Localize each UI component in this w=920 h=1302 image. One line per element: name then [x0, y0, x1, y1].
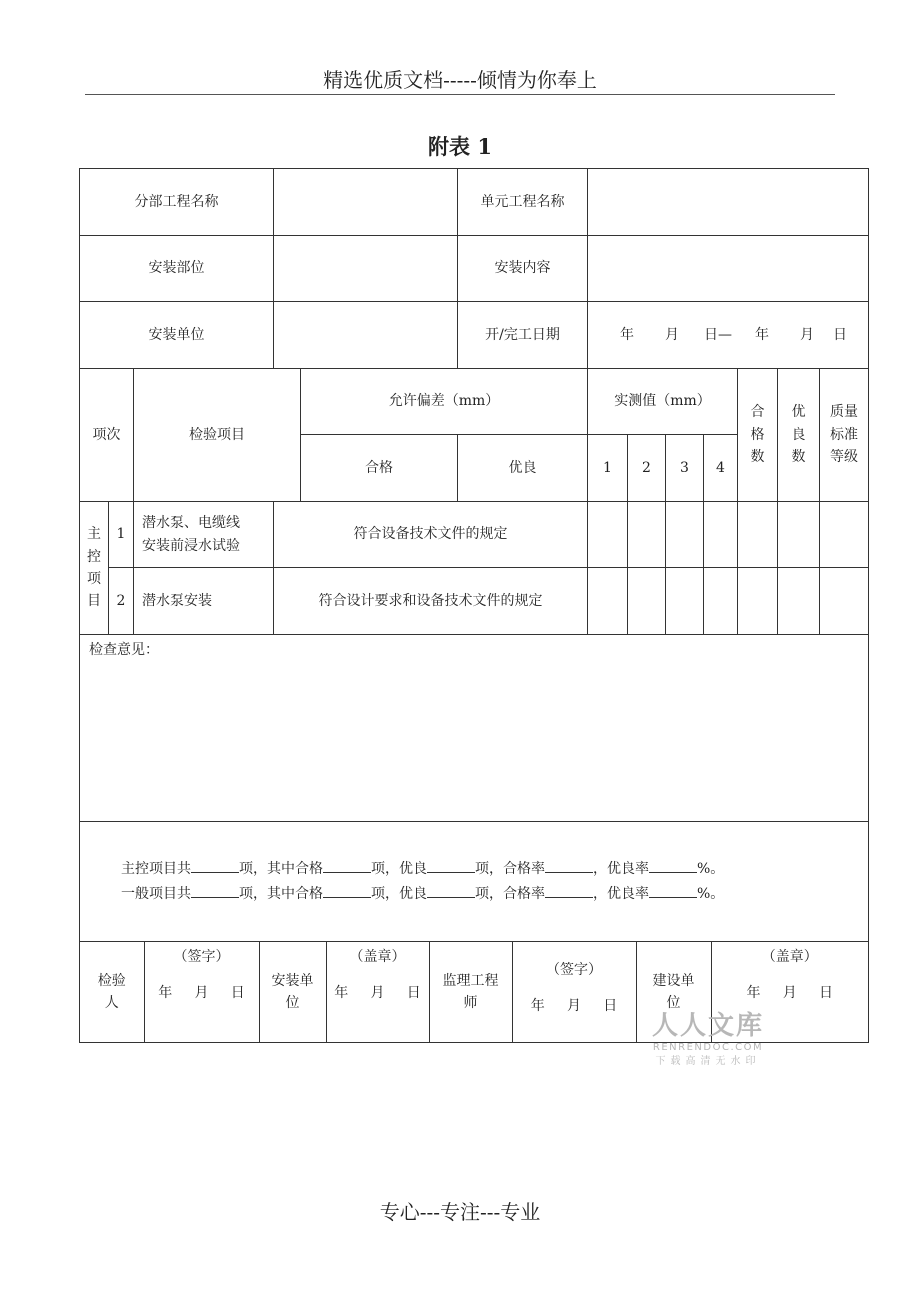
inspector-sign-area[interactable]: （签字） 年 月 日	[144, 942, 259, 1042]
pass-count-cell[interactable]	[738, 568, 778, 635]
row-requirement: 符合设备技术文件的规定	[274, 502, 588, 568]
tolerance-header: 允许偏差（mm）	[301, 369, 588, 435]
inspection-form-table	[79, 168, 869, 1043]
builder-label: 建设单 位	[636, 942, 711, 1042]
excellent-count-cell[interactable]	[778, 568, 820, 635]
column-header-row-1	[80, 369, 869, 435]
measure-cell[interactable]	[588, 502, 628, 568]
opinion-label: 检查意见：	[89, 642, 159, 658]
quality-grade-header: 质量 标准 等级	[820, 369, 869, 502]
unit-project-value[interactable]	[588, 169, 869, 236]
measure-cell[interactable]	[704, 568, 738, 635]
measure-2-header: 2	[628, 435, 666, 502]
install-unit-sign-label: 安装单 位	[259, 942, 326, 1042]
install-unit-seal-area[interactable]: （盖章） 年 月 日	[326, 942, 429, 1042]
inspector-label: 检验 人	[80, 942, 144, 1042]
blank-field[interactable]	[191, 897, 239, 898]
statistics-row	[80, 822, 869, 942]
row-number: 2	[109, 568, 134, 635]
table-row	[80, 502, 869, 568]
row-requirement: 符合设计要求和设备技术文件的规定	[274, 568, 588, 635]
date-value[interactable]: 年 月 日— 年 月 日	[588, 302, 869, 369]
install-location-value[interactable]	[274, 236, 458, 302]
blank-field[interactable]	[649, 872, 697, 873]
blank-field[interactable]	[545, 897, 593, 898]
opinion-cell[interactable]	[80, 635, 869, 822]
measure-cell[interactable]	[628, 568, 666, 635]
excellent-header: 优良	[458, 435, 588, 502]
statistics-cell	[80, 822, 869, 942]
blank-field[interactable]	[323, 897, 371, 898]
unit-project-label: 单元工程名称	[458, 169, 588, 236]
item-no-header: 项次	[80, 369, 134, 502]
info-row-project	[80, 169, 869, 236]
watermark-logo: 人人文库 RENRENDOC.COM 下载高清无水印	[651, 1011, 764, 1067]
info-row-install	[80, 236, 869, 302]
row-item: 潜水泵、电缆线 安装前浸水试验	[134, 502, 274, 568]
quality-grade-cell[interactable]	[820, 502, 869, 568]
row-item: 潜水泵安装	[134, 568, 274, 635]
supervisor-label: 监理工程 师	[429, 942, 512, 1042]
page-header: 精选优质文档-----倾情为你奉上	[323, 68, 597, 92]
excellent-count-header: 优 良 数	[778, 369, 820, 502]
measure-4-header: 4	[704, 435, 738, 502]
pass-count-cell[interactable]	[738, 502, 778, 568]
info-row-unit-date	[80, 302, 869, 369]
excellent-count-cell[interactable]	[778, 502, 820, 568]
table-row	[80, 568, 869, 635]
measure-cell[interactable]	[666, 502, 704, 568]
install-content-value[interactable]	[588, 236, 869, 302]
measure-3-header: 3	[666, 435, 704, 502]
measured-header: 实测值（mm）	[588, 369, 738, 435]
blank-field[interactable]	[323, 872, 371, 873]
measure-1-header: 1	[588, 435, 628, 502]
date-label: 开/完工日期	[458, 302, 588, 369]
sub-project-label: 分部工程名称	[80, 169, 274, 236]
measure-cell[interactable]	[628, 502, 666, 568]
inspection-item-header: 检验项目	[134, 369, 301, 502]
measure-cell[interactable]	[666, 568, 704, 635]
main-control-stat-line: 主控项目共 项，其中合格 项，优良 项，合格率 ，优良率 %。	[121, 861, 725, 877]
builder-seal-area[interactable]: （盖章） 年 月 日	[746, 949, 834, 1002]
opinion-row	[80, 635, 869, 822]
main-control-label: 主 控 项 目	[80, 502, 109, 635]
install-location-label: 安装部位	[80, 236, 274, 302]
header-divider	[85, 94, 835, 95]
measure-cell[interactable]	[588, 568, 628, 635]
install-content-label: 安装内容	[458, 236, 588, 302]
blank-field[interactable]	[545, 872, 593, 873]
general-stat-line: 一般项目共 项，其中合格 项，优良 项，合格率 ，优良率 %。	[121, 885, 725, 902]
blank-field[interactable]	[649, 897, 697, 898]
install-unit-value[interactable]	[274, 302, 458, 369]
supervisor-sign-area[interactable]: （签字） 年 月 日	[512, 942, 636, 1042]
sub-project-value[interactable]	[274, 169, 458, 236]
pass-header: 合格	[301, 435, 458, 502]
install-unit-label: 安装单位	[80, 302, 274, 369]
pass-count-header: 合 格 数	[738, 369, 778, 502]
blank-field[interactable]	[427, 897, 475, 898]
quality-grade-cell[interactable]	[820, 568, 869, 635]
blank-field[interactable]	[191, 872, 239, 873]
page-footer: 专心---专注---专业	[379, 1200, 541, 1224]
blank-field[interactable]	[427, 872, 475, 873]
form-title: 附表 1	[428, 134, 492, 159]
row-number: 1	[109, 502, 134, 568]
measure-cell[interactable]	[704, 502, 738, 568]
